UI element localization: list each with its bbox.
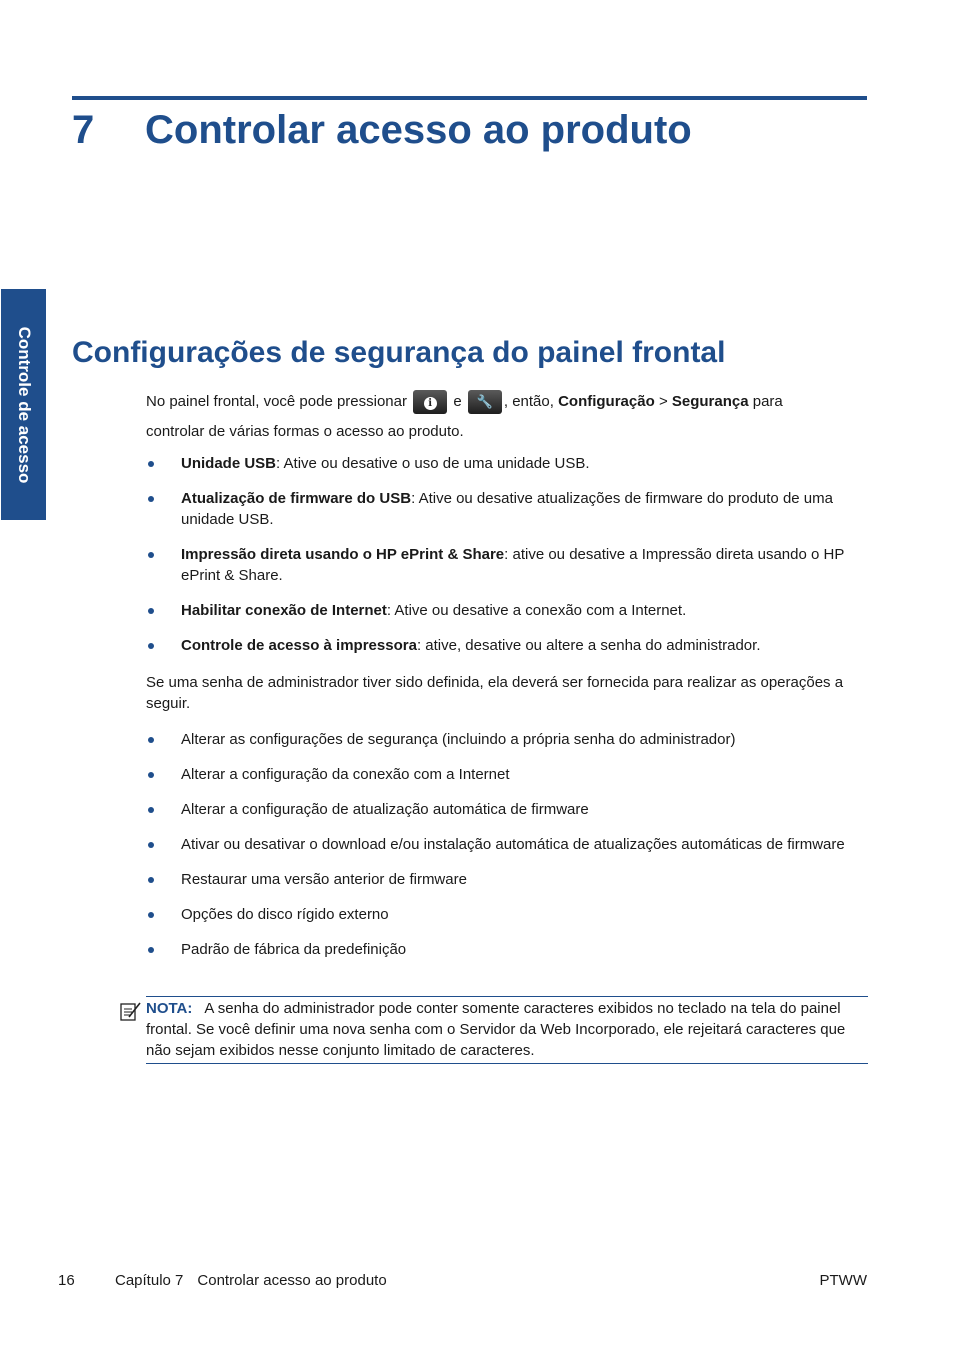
item-desc: : ative ou desative a Impressão direta usando o HP ePrint & Share. (181, 546, 845, 584)
list-item (146, 453, 868, 474)
intro-paragraph (146, 390, 868, 442)
admin-paragraph: Se uma senha de administrador tiver sido definida, ela deverá ser fornecida para realizar as operações a seguir. (146, 674, 844, 712)
intro-before-icons: No painel frontal, você pode pressionar (146, 392, 407, 410)
list-item (146, 544, 868, 586)
admin-operations-list (146, 729, 868, 974)
intro-then-text: , então, (503, 392, 554, 410)
list-item (146, 488, 868, 530)
menu-separator: > (658, 392, 668, 410)
chapter-heading (72, 108, 692, 153)
menu-config: Configuração (558, 392, 655, 410)
list-item: Alterar a configuração da conexão com a Internet (146, 764, 868, 785)
intro-after-menu: para (752, 392, 783, 410)
item-term: Impressão direta usando o HP ePrint & Share (181, 546, 505, 563)
item-desc: : Ative ou desative atualizações de firmware do produto de uma unidade USB. (181, 490, 833, 528)
item-term: Habilitar conexão de Internet (181, 602, 387, 619)
info-icon: i (413, 390, 447, 414)
intro-and-word: e (453, 392, 462, 410)
note-label: NOTA: (146, 1000, 193, 1017)
item-term: Atualização de firmware do USB (181, 490, 412, 507)
list-item: Opções do disco rígido externo (146, 904, 868, 925)
list-item: Alterar a configuração de atualização automática de firmware (146, 799, 868, 820)
chapter-title: Controlar acesso ao produto (145, 108, 692, 152)
note-icon (120, 1001, 142, 1021)
side-tab-label: Controle de acesso (14, 326, 34, 483)
list-item: Padrão de fábrica da predefinição (146, 939, 868, 960)
item-desc: : ative, desative ou altere a senha do administrador. (416, 637, 761, 654)
security-settings-list (146, 453, 868, 670)
chapter-number: 7 (72, 108, 95, 152)
intro-line2: controlar de várias formas o acesso ao produto. (146, 423, 464, 440)
list-item: Ativar ou desativar o download e/ou instalação automática de atualizações automáticas de firmware (146, 834, 868, 855)
section-title: Configurações de segurança do painel frontal (72, 336, 726, 369)
menu-security: Segurança (671, 392, 749, 410)
wrench-icon: 🔧 (468, 390, 502, 414)
list-item (146, 600, 868, 621)
footer-locale: PTWW (819, 1272, 867, 1289)
list-item (146, 635, 868, 656)
item-desc: : Ative ou desative a conexão com a Internet. (386, 602, 687, 619)
note-text: A senha do administrador pode conter somente caracteres exibidos no teclado na tela do painel frontal. Se você definir uma nova senha com o Servidor da Web Incorporado, ele rejeitará caracteres que não sejam exibidos nesse conjunto limitado de caracteres. (146, 1000, 846, 1059)
chapter-top-rule (72, 96, 867, 100)
side-tab (1, 289, 46, 520)
item-desc: : Ative ou desative o uso de uma unidade USB. (276, 455, 590, 472)
item-term: Controle de acesso à impressora (181, 637, 417, 654)
footer-chapter-label: Capítulo 7 (115, 1272, 184, 1289)
page-number: 16 (58, 1272, 75, 1289)
item-term: Unidade USB (181, 455, 277, 472)
list-item: Alterar as configurações de segurança (incluindo a própria senha do administrador) (146, 729, 868, 750)
footer-chapter (115, 1270, 387, 1291)
list-item: Restaurar uma versão anterior de firmware (146, 869, 868, 890)
footer-chapter-title: Controlar acesso ao produto (197, 1272, 387, 1289)
note-box (146, 996, 868, 1064)
